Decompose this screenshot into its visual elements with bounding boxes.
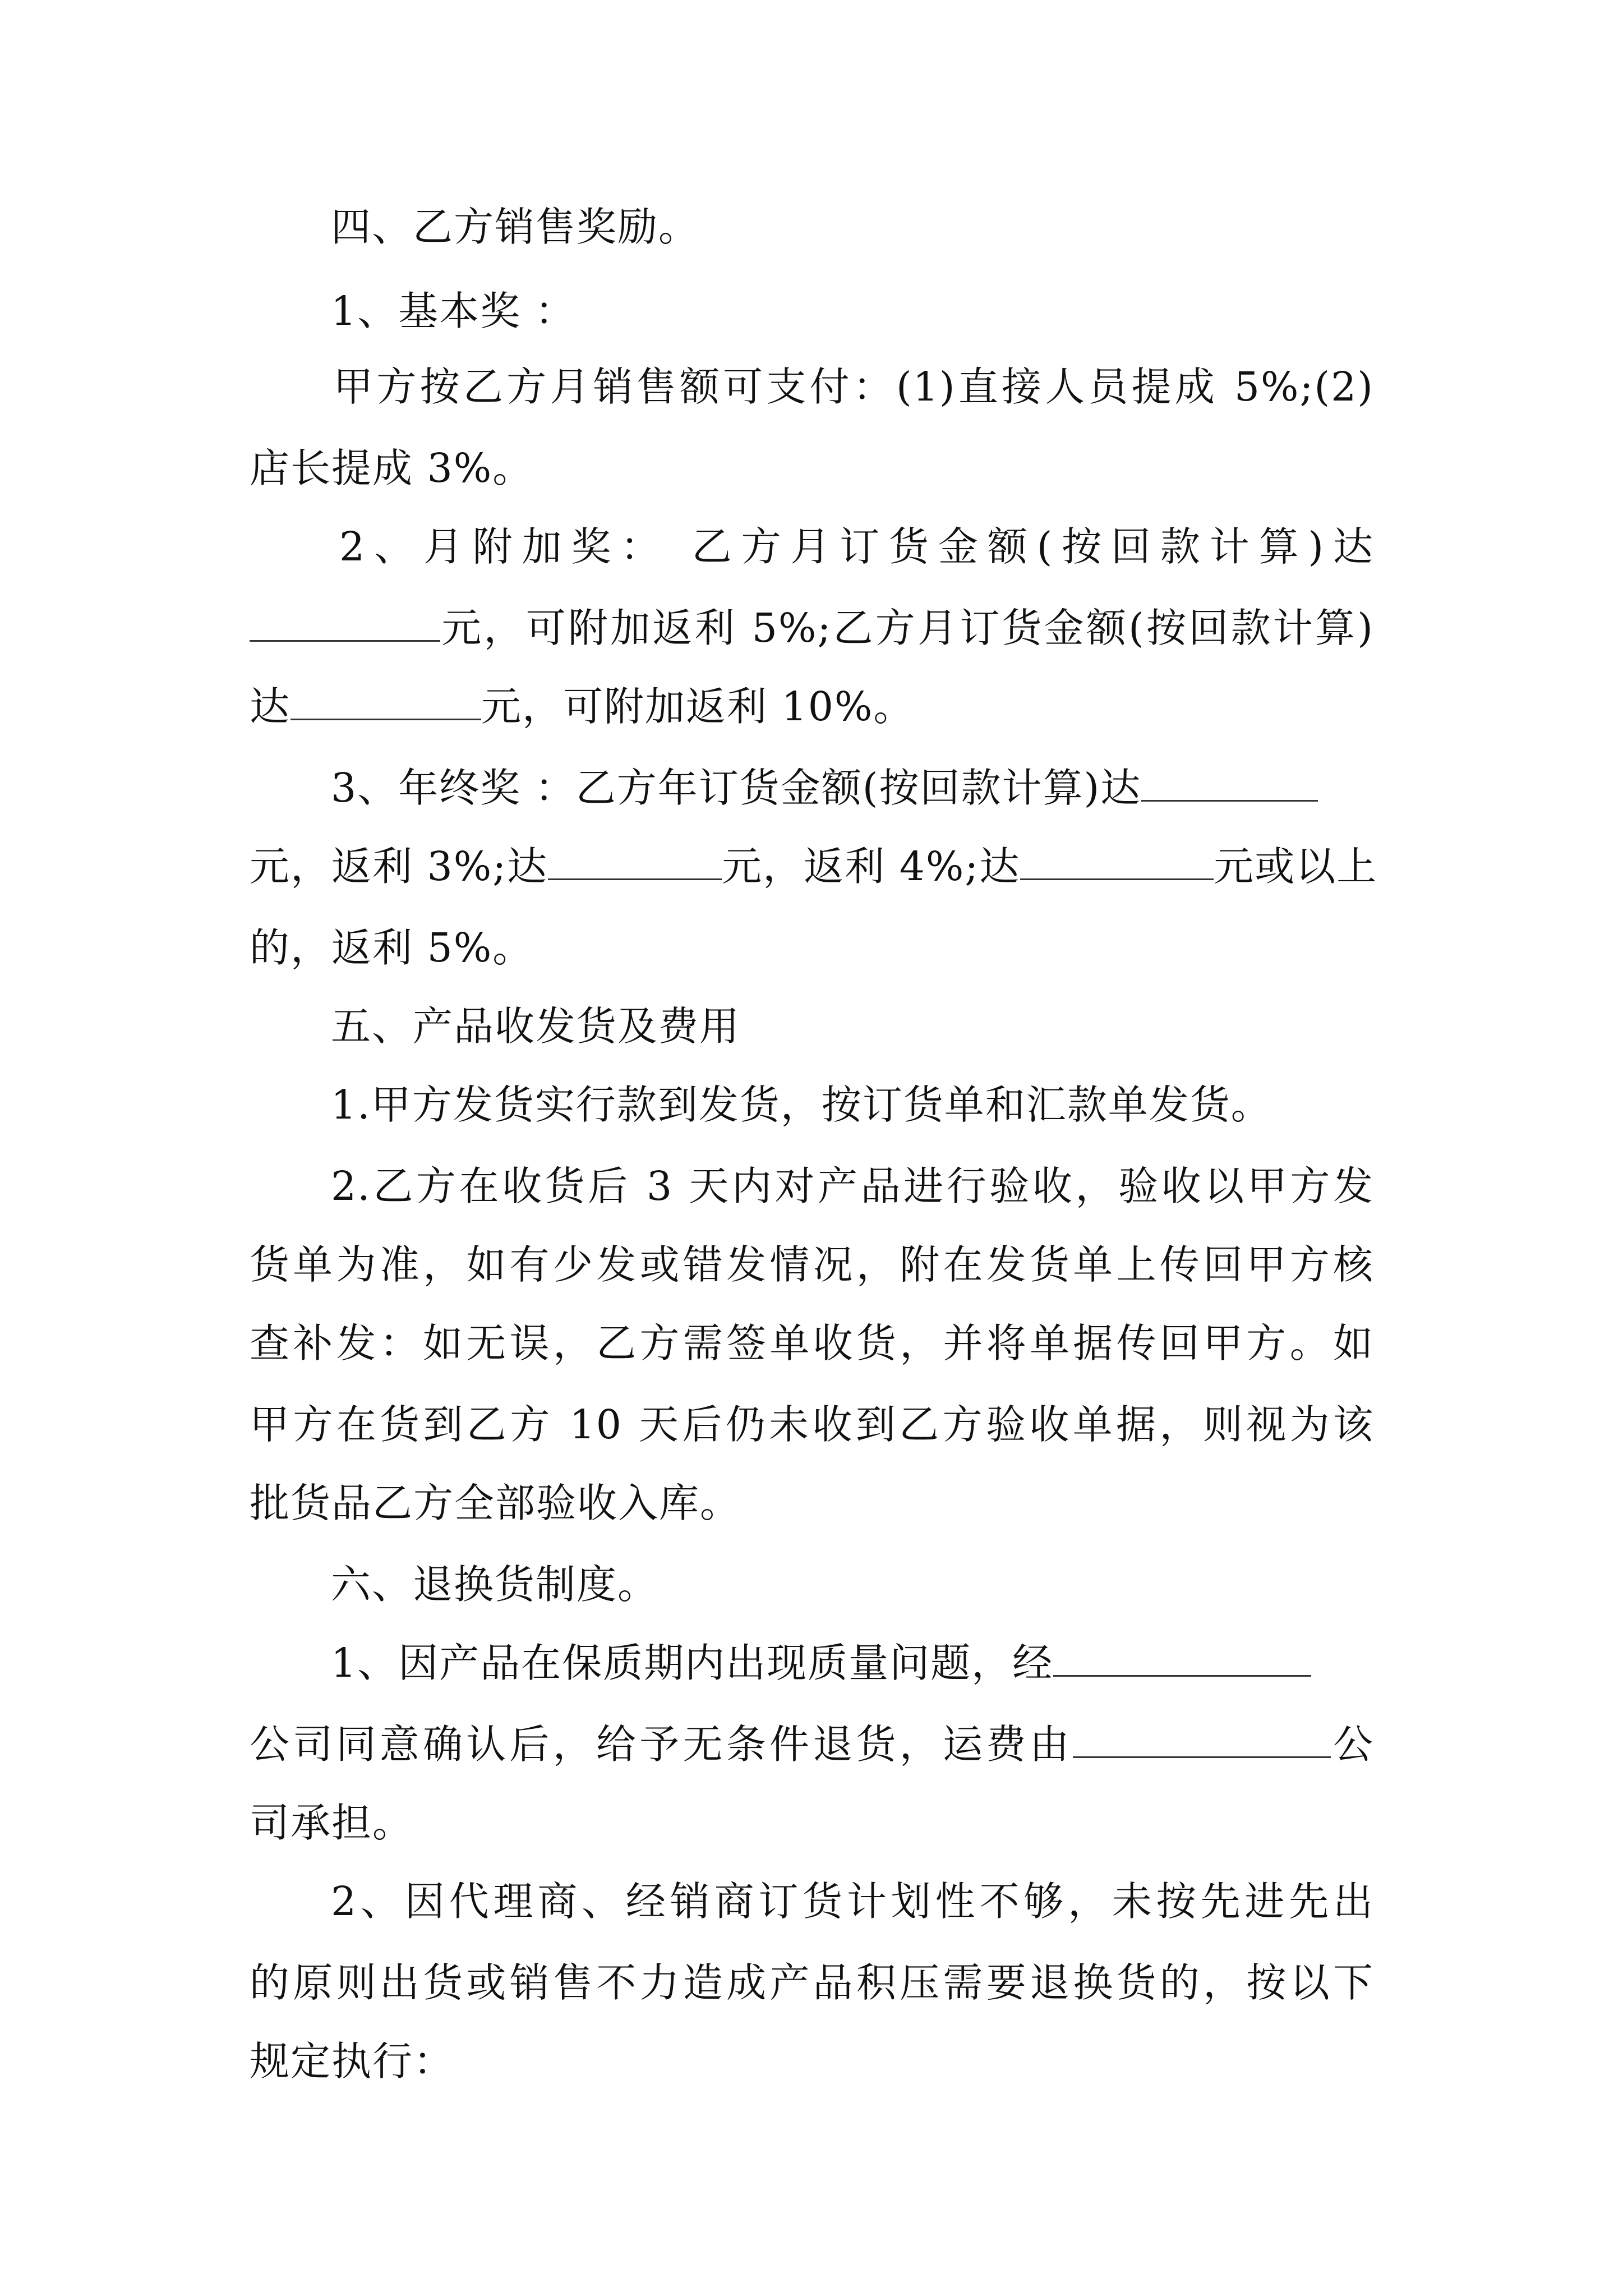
text-run: 2、因代理商、经销商订货计划性不够，未按先进先出 — [331, 1878, 1374, 1925]
section6-item1-line3: 司承担。 — [250, 1800, 414, 1846]
section4-item2-line2 — [250, 600, 1374, 656]
section4-item2-line3 — [250, 679, 914, 735]
blank-field[interactable] — [1020, 844, 1214, 880]
section4-item1-title: 1、基本奖 ： — [331, 288, 576, 334]
blank-field[interactable] — [1053, 1640, 1311, 1677]
text-run: 3、年终奖 ：乙方年订货金额(按回款计算)达 — [331, 765, 1142, 811]
section4-heading: 四、乙方销售奖励。 — [331, 204, 700, 250]
section4-item2-line1 — [250, 519, 1374, 575]
text-run: 公 — [1330, 1721, 1374, 1768]
text-run: 甲方按乙方月销售额可支付：(1)直接人员提成 5%;(2) — [331, 364, 1374, 410]
section4-item1-text-line2: 店长提成 3%。 — [250, 445, 534, 491]
section5-item2-line3: 查补发：如无误，乙方需签单收货，并将单据传回甲方。如 — [250, 1320, 1374, 1366]
section5-item2-line1 — [250, 1158, 1374, 1214]
section6-item2-line3: 规定执行： — [250, 2038, 455, 2085]
section6-item1-line1 — [331, 1635, 1311, 1691]
text-run: 达 — [250, 683, 291, 730]
section5-item2-line4: 甲方在货到乙方 10 天后仍未收到乙方验收单据，则视为该 — [250, 1401, 1374, 1448]
section4-item3-line2 — [250, 839, 1378, 895]
text-run: 元，返利 3%;达 — [250, 843, 548, 890]
section6-item1-line2 — [250, 1717, 1374, 1773]
blank-field[interactable] — [1141, 765, 1318, 802]
text-run: 元，可附加返利 10%。 — [481, 683, 915, 730]
section5-heading: 五、产品收发货及费用 — [331, 1003, 741, 1050]
text-run: 2.乙方在收货后 3 天内对产品进行验收，验收以甲方发 — [331, 1163, 1374, 1209]
section4-item1-text-line1 — [250, 359, 1374, 415]
section6-heading: 六、退换货制度。 — [331, 1561, 659, 1608]
section5-item2-line2: 货单为准，如有少发或错发情况，附在发货单上传回甲方核 — [250, 1241, 1374, 1288]
blank-field[interactable] — [250, 605, 440, 642]
section4-item3-line3: 的，返利 5%。 — [250, 924, 534, 971]
text-run: 元，返利 4%;达 — [722, 843, 1021, 890]
section5-item1: 1.甲方发货实行款到发货，按订货单和汇款单发货。 — [331, 1082, 1272, 1128]
blank-field[interactable] — [1073, 1722, 1331, 1758]
section6-item2-line2: 的原则出货或销售不力造成产品积压需要退换货的，按以下 — [250, 1959, 1374, 2006]
text-run: 元或以上 — [1214, 843, 1378, 890]
blank-field[interactable] — [548, 844, 722, 880]
blank-field[interactable] — [291, 684, 481, 720]
section5-item2-line5: 批货品乙方全部验收入库。 — [250, 1480, 741, 1526]
section6-item2-line1 — [250, 1874, 1374, 1930]
text-run: 2、月附加奖： 乙方月订货金额(按回款计算)达 — [339, 523, 1374, 570]
section4-item3-line1 — [331, 760, 1318, 816]
text-run: 公司同意确认后，给予无条件退货，运费由 — [250, 1721, 1073, 1768]
text-run: 元，可附加返利 5%;乙方月订货金额(按回款计算) — [440, 605, 1374, 651]
text-run: 1、因产品在保质期内出现质量问题，经 — [331, 1640, 1054, 1686]
